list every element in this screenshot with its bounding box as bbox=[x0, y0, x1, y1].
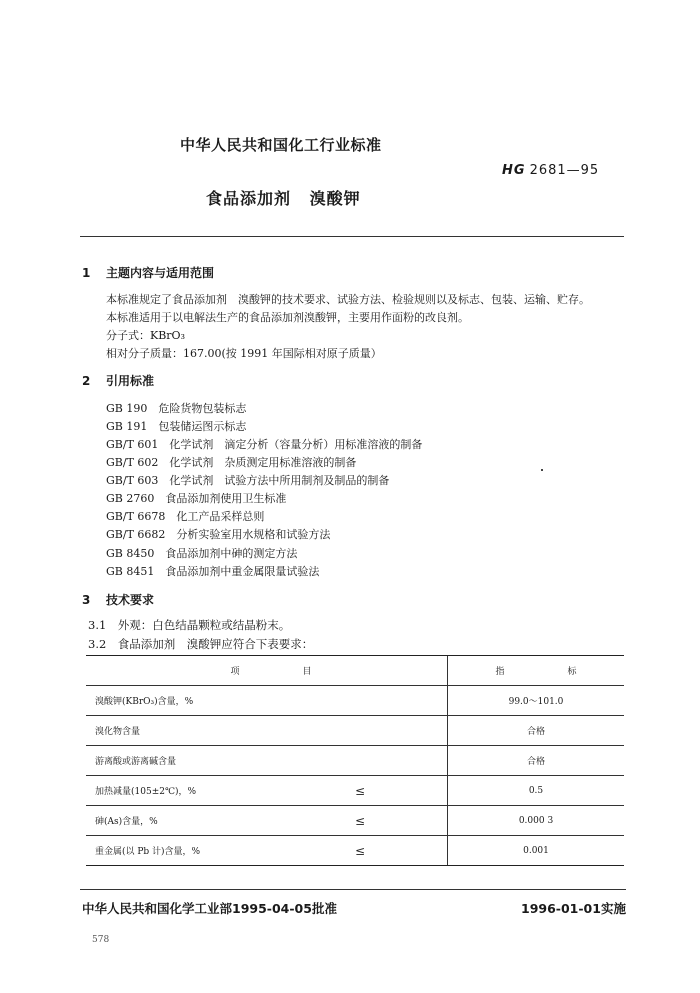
row-value: 0.001 bbox=[448, 836, 625, 866]
table-row bbox=[86, 746, 624, 776]
section-title: 主题内容与适用范围 bbox=[106, 266, 215, 280]
row-item: 重金属(以 Pb 计)含量，% bbox=[86, 836, 355, 866]
reference-item: GB 8450 食品添加剂中砷的测定方法 bbox=[106, 547, 298, 560]
reference-item: GB/T 6678 化工产品采样总则 bbox=[106, 510, 265, 523]
reference-item: GB 8451 食品添加剂中重金属限量试验法 bbox=[106, 565, 320, 578]
clause-3-2: 3.2 食品添加剂 溴酸钾应符合下表要求： bbox=[88, 637, 314, 651]
row-value: 0.5 bbox=[448, 776, 625, 806]
reference-item: GB 190 危险货物包装标志 bbox=[106, 402, 247, 415]
paragraph: 本标准规定了食品添加剂 溴酸钾的技术要求、试验方法、检验规则以及标志、包装、运输、贮存。 bbox=[106, 293, 590, 306]
issuing-organization: 中华人民共和国化工行业标准 bbox=[180, 136, 382, 154]
scan-speck bbox=[541, 469, 543, 471]
section-number: 2 bbox=[82, 374, 91, 388]
header-index: 指 标 bbox=[448, 656, 625, 686]
section-2-heading bbox=[82, 372, 154, 389]
molecular-formula: 分子式：KBrO₃ bbox=[106, 329, 185, 342]
reference-item: GB/T 6682 分析实验室用水规格和试验方法 bbox=[106, 528, 331, 541]
footer-divider bbox=[80, 889, 626, 890]
row-sign: ≤ bbox=[355, 836, 448, 866]
section-3-heading bbox=[82, 591, 154, 608]
reference-item: GB/T 602 化学试剂 杂质测定用标准溶液的制备 bbox=[106, 456, 357, 469]
section-number: 1 bbox=[82, 266, 91, 280]
row-value: 合格 bbox=[448, 716, 625, 746]
table-row bbox=[86, 776, 624, 806]
row-sign bbox=[355, 716, 448, 746]
row-value: 合格 bbox=[448, 746, 625, 776]
row-sign bbox=[355, 686, 448, 716]
paragraph: 本标准适用于以电解法生产的食品添加剂溴酸钾，主要用作面粉的改良剂。 bbox=[106, 311, 469, 324]
row-item: 加热减量(105±2℃)，% bbox=[86, 776, 355, 806]
row-item: 游离酸或游离碱含量 bbox=[86, 746, 355, 776]
row-value: 99.0～101.0 bbox=[448, 686, 625, 716]
table-row bbox=[86, 806, 624, 836]
reference-item: GB/T 603 化学试剂 试验方法中所用制剂及制品的制备 bbox=[106, 474, 390, 487]
effective-date: 1996-01-01实施 bbox=[521, 901, 626, 916]
header-item: 项 目 bbox=[86, 656, 448, 686]
specification-table bbox=[86, 655, 624, 866]
row-value: 0.000 3 bbox=[448, 806, 625, 836]
row-sign: ≤ bbox=[355, 776, 448, 806]
approval-line: 中华人民共和国化学工业部1995-04-05批准 bbox=[82, 901, 337, 916]
table-row bbox=[86, 716, 624, 746]
section-number: 3 bbox=[82, 593, 91, 607]
row-item: 溴化物含量 bbox=[86, 716, 355, 746]
row-sign bbox=[355, 746, 448, 776]
reference-item: GB 191 包装储运图示标志 bbox=[106, 420, 247, 433]
standard-prefix: HG bbox=[502, 163, 526, 178]
table-header-row bbox=[86, 656, 624, 686]
standard-number: 2681—95 bbox=[529, 163, 600, 178]
reference-item: GB 2760 食品添加剂使用卫生标准 bbox=[106, 492, 287, 505]
document-title: 食品添加剂 溴酸钾 bbox=[206, 189, 361, 208]
molecular-weight: 相对分子质量：167.00(按 1991 年国际相对原子质量） bbox=[106, 347, 382, 360]
section-title: 技术要求 bbox=[106, 593, 155, 607]
table-row bbox=[86, 836, 624, 866]
standard-code bbox=[502, 163, 599, 178]
row-item: 溴酸钾(KBrO₃)含量，% bbox=[86, 686, 355, 716]
page-number: 578 bbox=[92, 935, 110, 945]
section-title: 引用标准 bbox=[106, 374, 155, 388]
header-divider bbox=[80, 236, 624, 237]
table-row bbox=[86, 686, 624, 716]
row-sign: ≤ bbox=[355, 806, 448, 836]
clause-3-1: 3.1 外观：白色结晶颗粒或结晶粉末。 bbox=[88, 618, 291, 632]
reference-item: GB/T 601 化学试剂 滴定分析（容量分析）用标准溶液的制备 bbox=[106, 438, 423, 451]
row-item: 砷(As)含量，% bbox=[86, 806, 355, 836]
section-1-heading bbox=[82, 264, 214, 281]
